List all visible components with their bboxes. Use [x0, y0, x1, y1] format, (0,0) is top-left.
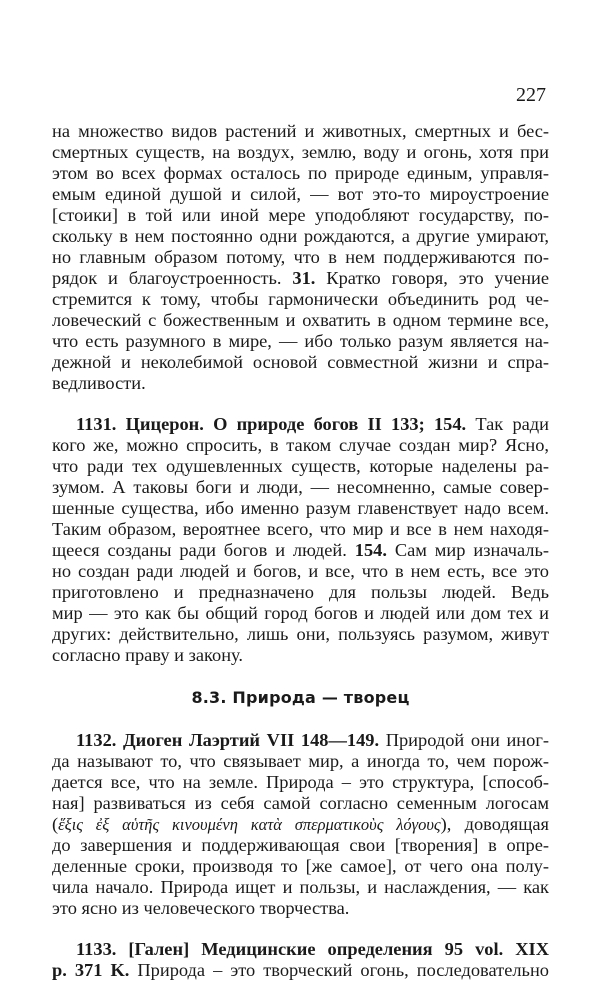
text-line: других: действительно, лишь они, пользуясь разумом, живут: [52, 624, 549, 644]
text-segment: Сам мир изначаль-: [386, 540, 549, 560]
text-line: смертных существ, на воздух, землю, воду и огонь, хотя при: [52, 142, 549, 162]
text-segment: (: [52, 814, 59, 834]
text-line: что ради тех одушевленных существ, которые наделены ра-: [52, 456, 549, 476]
text-line: что есть разумного в мире, — ибо только разум является на-: [52, 331, 549, 351]
text-segment: Так ради: [466, 414, 549, 434]
text-segment: ), доводящая: [440, 814, 550, 834]
page-number: 227: [516, 84, 546, 106]
text-line: [52, 268, 549, 289]
text-line: ловеческий с божественным и охватить в одном термине все,: [52, 310, 549, 330]
section-gap: [52, 710, 549, 730]
text-line: зумом. А таковы боги и люди, — несомненно, самые совер-: [52, 477, 549, 497]
text-line: [стоики] в той или иной мере уподобляют государству, по-: [52, 205, 549, 225]
text-segment: Природа – это творческий огонь, последовательно: [129, 960, 549, 980]
text-line: приготовлено и предназначено для пользы людей. Ведь: [52, 582, 549, 602]
text-line: на множество видов растений и животных, смертных и бес-: [52, 121, 549, 141]
text-line: дается все, что на земле. Природа – это структура, [способ-: [52, 772, 549, 792]
text-line: [52, 814, 549, 835]
text-line: емым единой душой и силой, — вот это-то мироустроение: [52, 184, 549, 204]
text-line: скольку в нем постоянно одни рождаются, а другие умирают,: [52, 226, 549, 246]
fragment-heading: 1132. Диоген Лаэртий VII 148—149.: [76, 730, 380, 750]
page-text: [52, 121, 549, 981]
text-line: это ясно из человеческого творчества.: [52, 898, 350, 918]
paragraph-marker: 154.: [354, 540, 387, 560]
paragraph-marker: 31.: [292, 268, 316, 288]
section-heading: 8.3. Природа — творец: [191, 688, 410, 707]
section-gap: [52, 666, 549, 686]
text-line: но создан ради людей и богов, и все, что в нем есть, все это: [52, 561, 549, 581]
text-segment: Природой они иног-: [379, 730, 549, 750]
text-line: шенные существа, ибо именно разум главенствует надо всем.: [52, 498, 549, 518]
text-segment: рядок и благоустроенность.: [52, 268, 293, 288]
fragment-heading: 1131. Цицерон. О природе богов II 133; 154.: [76, 414, 467, 434]
text-line: [52, 960, 549, 981]
text-segment: Кратко говоря, это учение: [315, 268, 549, 288]
greek-quotation: ἕξις ἐξ αὑτῆς κινουμένη κατὰ σπερματικοὺς λόγους: [58, 815, 441, 834]
text-line: этом во всех формах осталось по природе единым, управля-: [52, 163, 549, 183]
fragment-heading-line: [52, 939, 549, 960]
paragraph-gap: [52, 919, 549, 939]
text-line: согласно праву и закону.: [52, 645, 244, 665]
fragment-heading: p. 371 K.: [52, 960, 130, 980]
text-line: да называют то, что связывает мир, а иногда то, чем порож-: [52, 751, 549, 771]
text-line: деленные сроки, производя то [же самое], от чего она полу-: [52, 856, 549, 876]
fragment-heading: 1133. [Гален] Медицинские определения 95 vol. XIX: [76, 939, 549, 959]
fragment-heading-line: [52, 414, 549, 435]
text-line: [52, 540, 549, 561]
text-line: чила начало. Природа ищет и пользы, и наслаждения, — как: [52, 877, 549, 897]
text-line: Таким образом, вероятнее всего, что мир и все в нем находя-: [52, 519, 549, 539]
text-line: мир — это как бы общий город богов и людей или дом тех и: [52, 603, 549, 623]
text-line: ведливости.: [52, 373, 146, 393]
text-segment: щееся созданы ради богов и людей.: [52, 540, 355, 560]
paragraph-gap: [52, 394, 549, 414]
text-line: до завершения и поддерживающая свои [творения] в опре-: [52, 835, 549, 855]
fragment-heading-line: [52, 730, 549, 751]
text-line: ная] развиваться из себя самой согласно семенным логосам: [52, 793, 549, 813]
text-line: стремится к тому, чтобы гармонически объединить род че-: [52, 289, 549, 309]
text-line: но главным образом потому, что в нем поддерживаются по-: [52, 247, 549, 267]
text-line: кого же, можно спросить, в таком случае создан мир? Ясно,: [52, 435, 549, 455]
text-line: дежной и неколебимой основой совместной жизни и спра-: [52, 352, 549, 372]
